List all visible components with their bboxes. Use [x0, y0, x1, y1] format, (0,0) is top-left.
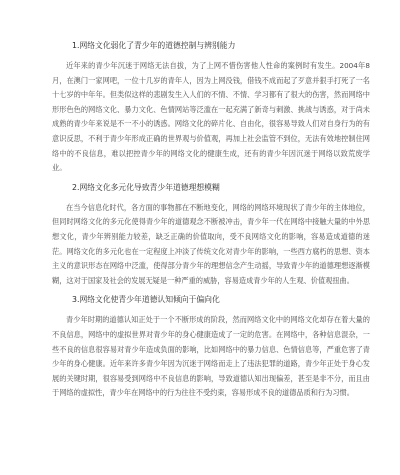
section-paragraph: 在当今信息化时代，各方面的事物都在不断地变化，网络的网络环境现状了青少年的主体地位，但同时网络文化的多元化使得青少年的道德观念不断被冲击，青少年一代在网络中接触大量的中外思想文化，青少年辨别能力较差，缺乏正确的价值取向，受不良网络文化的影响，容易造成道德的迷茫。网络文化的多元化也在一定程度上冲淡了传统文化对青少年的影响，一些西方腐朽的思想、资本主义的意识形态在网络中泛滥，使得部分青少年的理想信念产生动摇，导致青少年的道德理想逐渐模糊，这对于国家及社会的发展无疑是一种严重的威胁，容易造成青少年的人生观、价值观扭曲。: [52, 202, 370, 285]
section-paragraph: 近年来的青少年沉迷于网络无法自拔，为了上网不惜伤害他人性命的案例时有发生。2004年8月，在澳门一家网吧，一位十几岁的青年人，因为上网没钱，借钱不成而起了歹意并狠手打死了一名十七岁的中年年。但类似这样的悲剧发生入人们的不情、不情、学习都有了很大的伤害，然而网络中形形色色的网络文化、暴力文化、色情网站等泛滥在一起充满了新奇与刺激、挑战与诱惑，对于尚未成熟的青少年来说是不一不小的诱惑。网络文化的碎片化、自由化，很容易导致人们对自身行为的有意识反思，不利于青少年形成正确的世界观与价值观，再加上社会监管不到位，无法有效地控制住网络中的不良信息，难以把控青少年的网络文化的健康生成，还有的青少年因沉迷于网络以致荒废学业。: [52, 61, 370, 173]
section-heading: 2.网络文化多元化导致青少年道德理想模糊: [72, 182, 220, 192]
section-3: [52, 294, 370, 401]
section-heading: 1.网络文化弱化了青少年的道德控制与辨别能力: [72, 41, 236, 50]
section-1: [52, 40, 370, 176]
section-paragraph: 青少年时期的道德认知正处于一个不断形成的阶段，然而网络文化中的网络文化却存在着大量的不良信息，网络中的虚拟世界对青少年的身心健康造成了一定的危害。在网络中，各种信息混杂，一些不良的信息很容易对青少年造成负面的影响，比如网络中的暴力信息、色情信息等，严重危害了青少年的身心健康。近年来许多青少年因为沉迷于网络而走上了违法犯罪的道路，青少年正处于身心发展的关键时期，很容易受到网络中不良信息的影响，导致道德认知出现偏差，甚至是非不分，而且由于网络的虚拟性，青少年在网络中的行为往往不受约束，容易形成不良的道德品质和行为习惯。: [52, 315, 370, 398]
section-2: [52, 182, 370, 289]
section-heading: 3.网络文化使青少年道德认知倾向于偏向化: [72, 295, 220, 305]
